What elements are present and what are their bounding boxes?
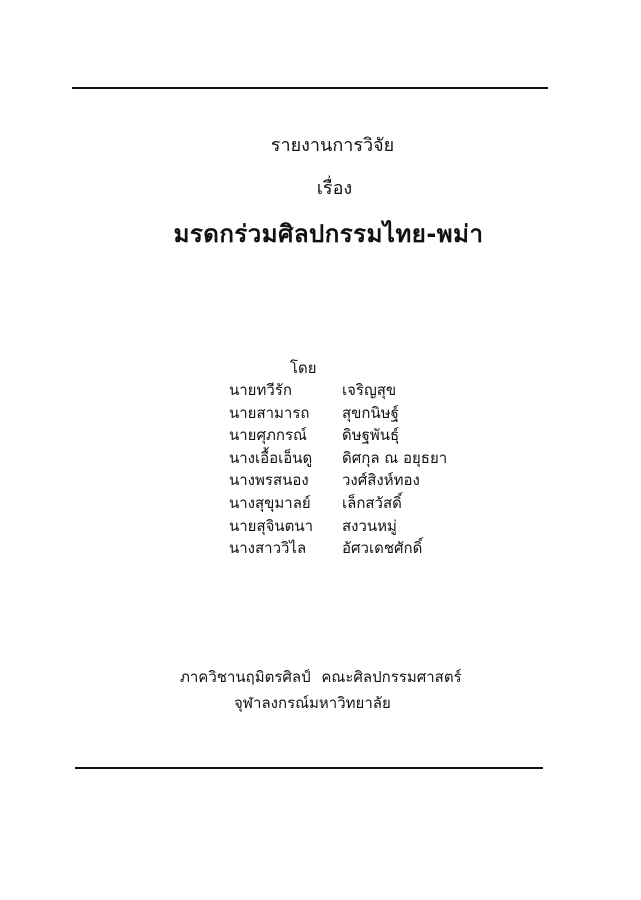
author-last-name: เล็กสวัสดิ์ <box>342 493 402 512</box>
author-last-name: สุขกนิษฐ์ <box>342 403 399 422</box>
author-first-name: นายสามารถ <box>229 403 310 422</box>
author-last-name: ดิศกุล ณ อยุธยา <box>342 448 448 467</box>
affiliation-university: จุฬาลงกรณ์มหาวิทยาลัย <box>234 694 391 712</box>
author-first-name: นายศุภกรณ์ <box>229 426 307 445</box>
author-last-name: วงศ์สิงห์ทอง <box>342 471 420 490</box>
subject-label: เรื่อง <box>316 178 353 199</box>
author-row <box>229 469 447 492</box>
top-horizontal-rule <box>72 87 548 89</box>
by-label: โดย <box>290 359 317 377</box>
bottom-horizontal-rule <box>75 767 543 769</box>
author-last-name: สงวนหมู่ <box>342 516 397 535</box>
author-last-name: อัศวเดชศักดิ์ <box>342 539 423 558</box>
author-row <box>229 379 447 402</box>
author-list <box>229 379 447 560</box>
author-row <box>229 447 447 470</box>
author-row <box>229 492 447 515</box>
author-last-name: เจริญสุข <box>342 381 397 399</box>
author-first-name: นางสาววิไล <box>229 539 307 558</box>
author-first-name: นางสุขุมาลย์ <box>229 493 311 512</box>
author-first-name: นายสุจินตนา <box>229 516 314 535</box>
author-first-name: นางเอื้อเอ็นดู <box>229 448 313 467</box>
affiliation-department: ภาควิชานฤมิตรศิลป์ คณะศิลปกรรมศาสตร์ <box>180 668 462 686</box>
author-row <box>229 424 447 447</box>
author-last-name: ดิษฐพันธุ์ <box>342 426 400 445</box>
author-first-name: นายทวีรัก <box>229 381 292 399</box>
report-label: รายงานการวิจัย <box>270 135 395 156</box>
author-row <box>229 402 447 425</box>
report-title: มรดกร่วมศิลปกรรมไทย-พม่า <box>173 220 484 248</box>
author-first-name: นางพรสนอง <box>229 471 309 490</box>
author-row <box>229 537 447 560</box>
author-row <box>229 515 447 538</box>
